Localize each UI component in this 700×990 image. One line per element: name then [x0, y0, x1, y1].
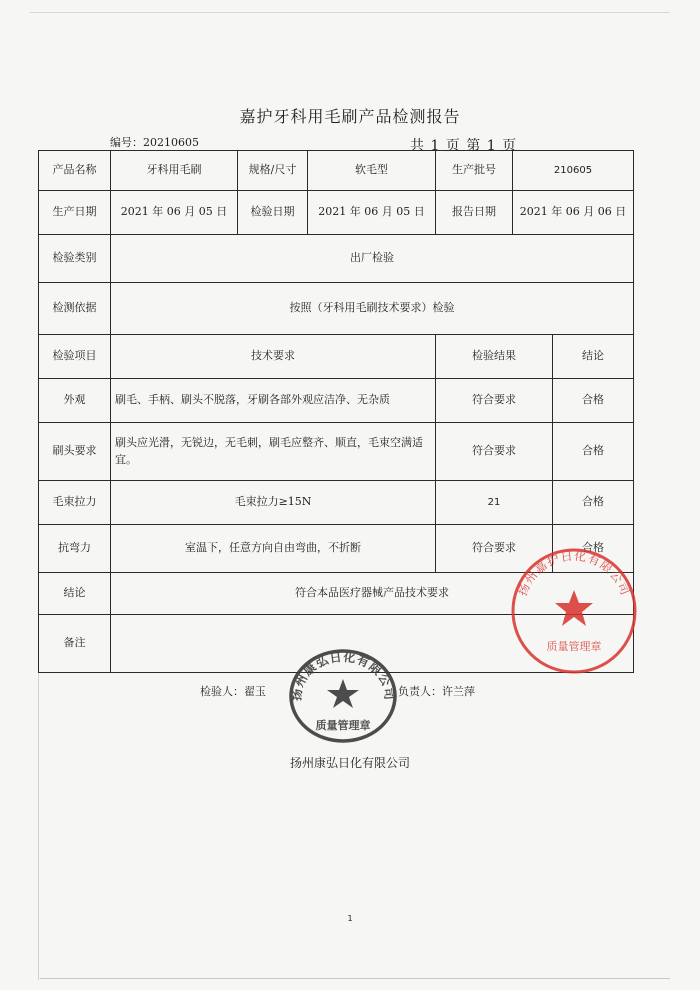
batch-value: 210605 [513, 151, 634, 191]
quality-seal-red [508, 546, 640, 676]
item-cell: 刷头要求 [39, 423, 111, 481]
info-row-1 [39, 151, 634, 191]
requirement-cell: 室温下，任意方向自由弯曲，不折断 [111, 525, 436, 573]
spec-value: 软毛型 [308, 151, 436, 191]
product-name-value: 牙科用毛刷 [111, 151, 238, 191]
requirement-header: 技术要求 [111, 335, 436, 379]
inspector-signature: 检验人：翟玉 [200, 685, 266, 698]
report-date-label: 报告日期 [436, 191, 513, 235]
category-value: 出厂检验 [111, 235, 634, 283]
result-cell: 符合要求 [436, 423, 553, 481]
item-header: 检验项目 [39, 335, 111, 379]
result-cell: 21 [436, 481, 553, 525]
basis-label: 检测依据 [39, 283, 111, 335]
batch-label: 生产批号 [436, 151, 513, 191]
result-cell: 符合要求 [436, 525, 553, 573]
page-count: 共 1 页 第 1 页 [410, 138, 518, 154]
seal-right-ring-text: 扬州嘉护日化有限公司 [515, 548, 633, 598]
production-date-label: 生产日期 [39, 191, 111, 235]
table-row [39, 481, 634, 525]
category-label: 检验类别 [39, 235, 111, 283]
conclusion-cell: 合格 [553, 525, 634, 573]
category-row [39, 235, 634, 283]
result-cell: 符合要求 [436, 379, 553, 423]
serial-number: 编号：20210605 [110, 136, 199, 149]
test-date-value: 2021 年 06 月 05 日 [308, 191, 436, 235]
seal-left-ring-text: 扬州康弘日化有限公司 [289, 649, 397, 702]
basis-row [39, 283, 634, 335]
report-date-value: 2021 年 06 月 06 日 [513, 191, 634, 235]
conclusion-header: 结论 [553, 335, 634, 379]
quality-seal-black [288, 647, 398, 745]
production-date-value: 2021 年 06 月 05 日 [111, 191, 238, 235]
final-conclusion-label: 结论 [39, 573, 111, 615]
item-cell: 毛束拉力 [39, 481, 111, 525]
header-row [39, 335, 634, 379]
scan-edge-bottom [40, 978, 670, 979]
basis-value: 按照（牙科用毛刷技术要求）检验 [111, 283, 634, 335]
responsible-signature: 负责人：许兰萍 [398, 685, 475, 698]
product-name-label: 产品名称 [39, 151, 111, 191]
scan-edge-top [30, 12, 670, 13]
final-conclusion-value: 符合本品医疗器械产品技术要求 [111, 573, 634, 615]
remark-label: 备注 [39, 615, 111, 673]
table-row [39, 423, 634, 481]
requirement-cell: 刷毛、手柄、刷头不脱落，牙刷各部外观应洁净、无杂质 [111, 379, 436, 423]
seal-left-sub-text: 质量管理章 [315, 719, 371, 732]
report-title: 嘉护牙科用毛刷产品检测报告 [239, 107, 461, 126]
star-icon [555, 590, 593, 626]
star-icon [327, 679, 359, 708]
conclusion-cell: 合格 [553, 423, 634, 481]
seal-right-sub-text: 质量管理章 [546, 640, 602, 653]
info-row-2 [39, 191, 634, 235]
requirement-cell: 刷头应光滑，无锐边，无毛刺，刷毛应整齐、顺直，毛束空满适宜。 [111, 423, 436, 481]
svg-text:扬州嘉护日化有限公司 [514, 549, 632, 598]
table-row [39, 379, 634, 423]
test-date-label: 检验日期 [238, 191, 308, 235]
company-name: 扬州康弘日化有限公司 [289, 756, 410, 770]
spec-label: 规格/尺寸 [238, 151, 308, 191]
conclusion-cell: 合格 [553, 481, 634, 525]
page-number: 1 [347, 914, 353, 923]
item-cell: 抗弯力 [39, 525, 111, 573]
item-cell: 外观 [39, 379, 111, 423]
result-header: 检验结果 [436, 335, 553, 379]
requirement-cell: 毛束拉力≥15N [111, 481, 436, 525]
conclusion-cell: 合格 [553, 379, 634, 423]
